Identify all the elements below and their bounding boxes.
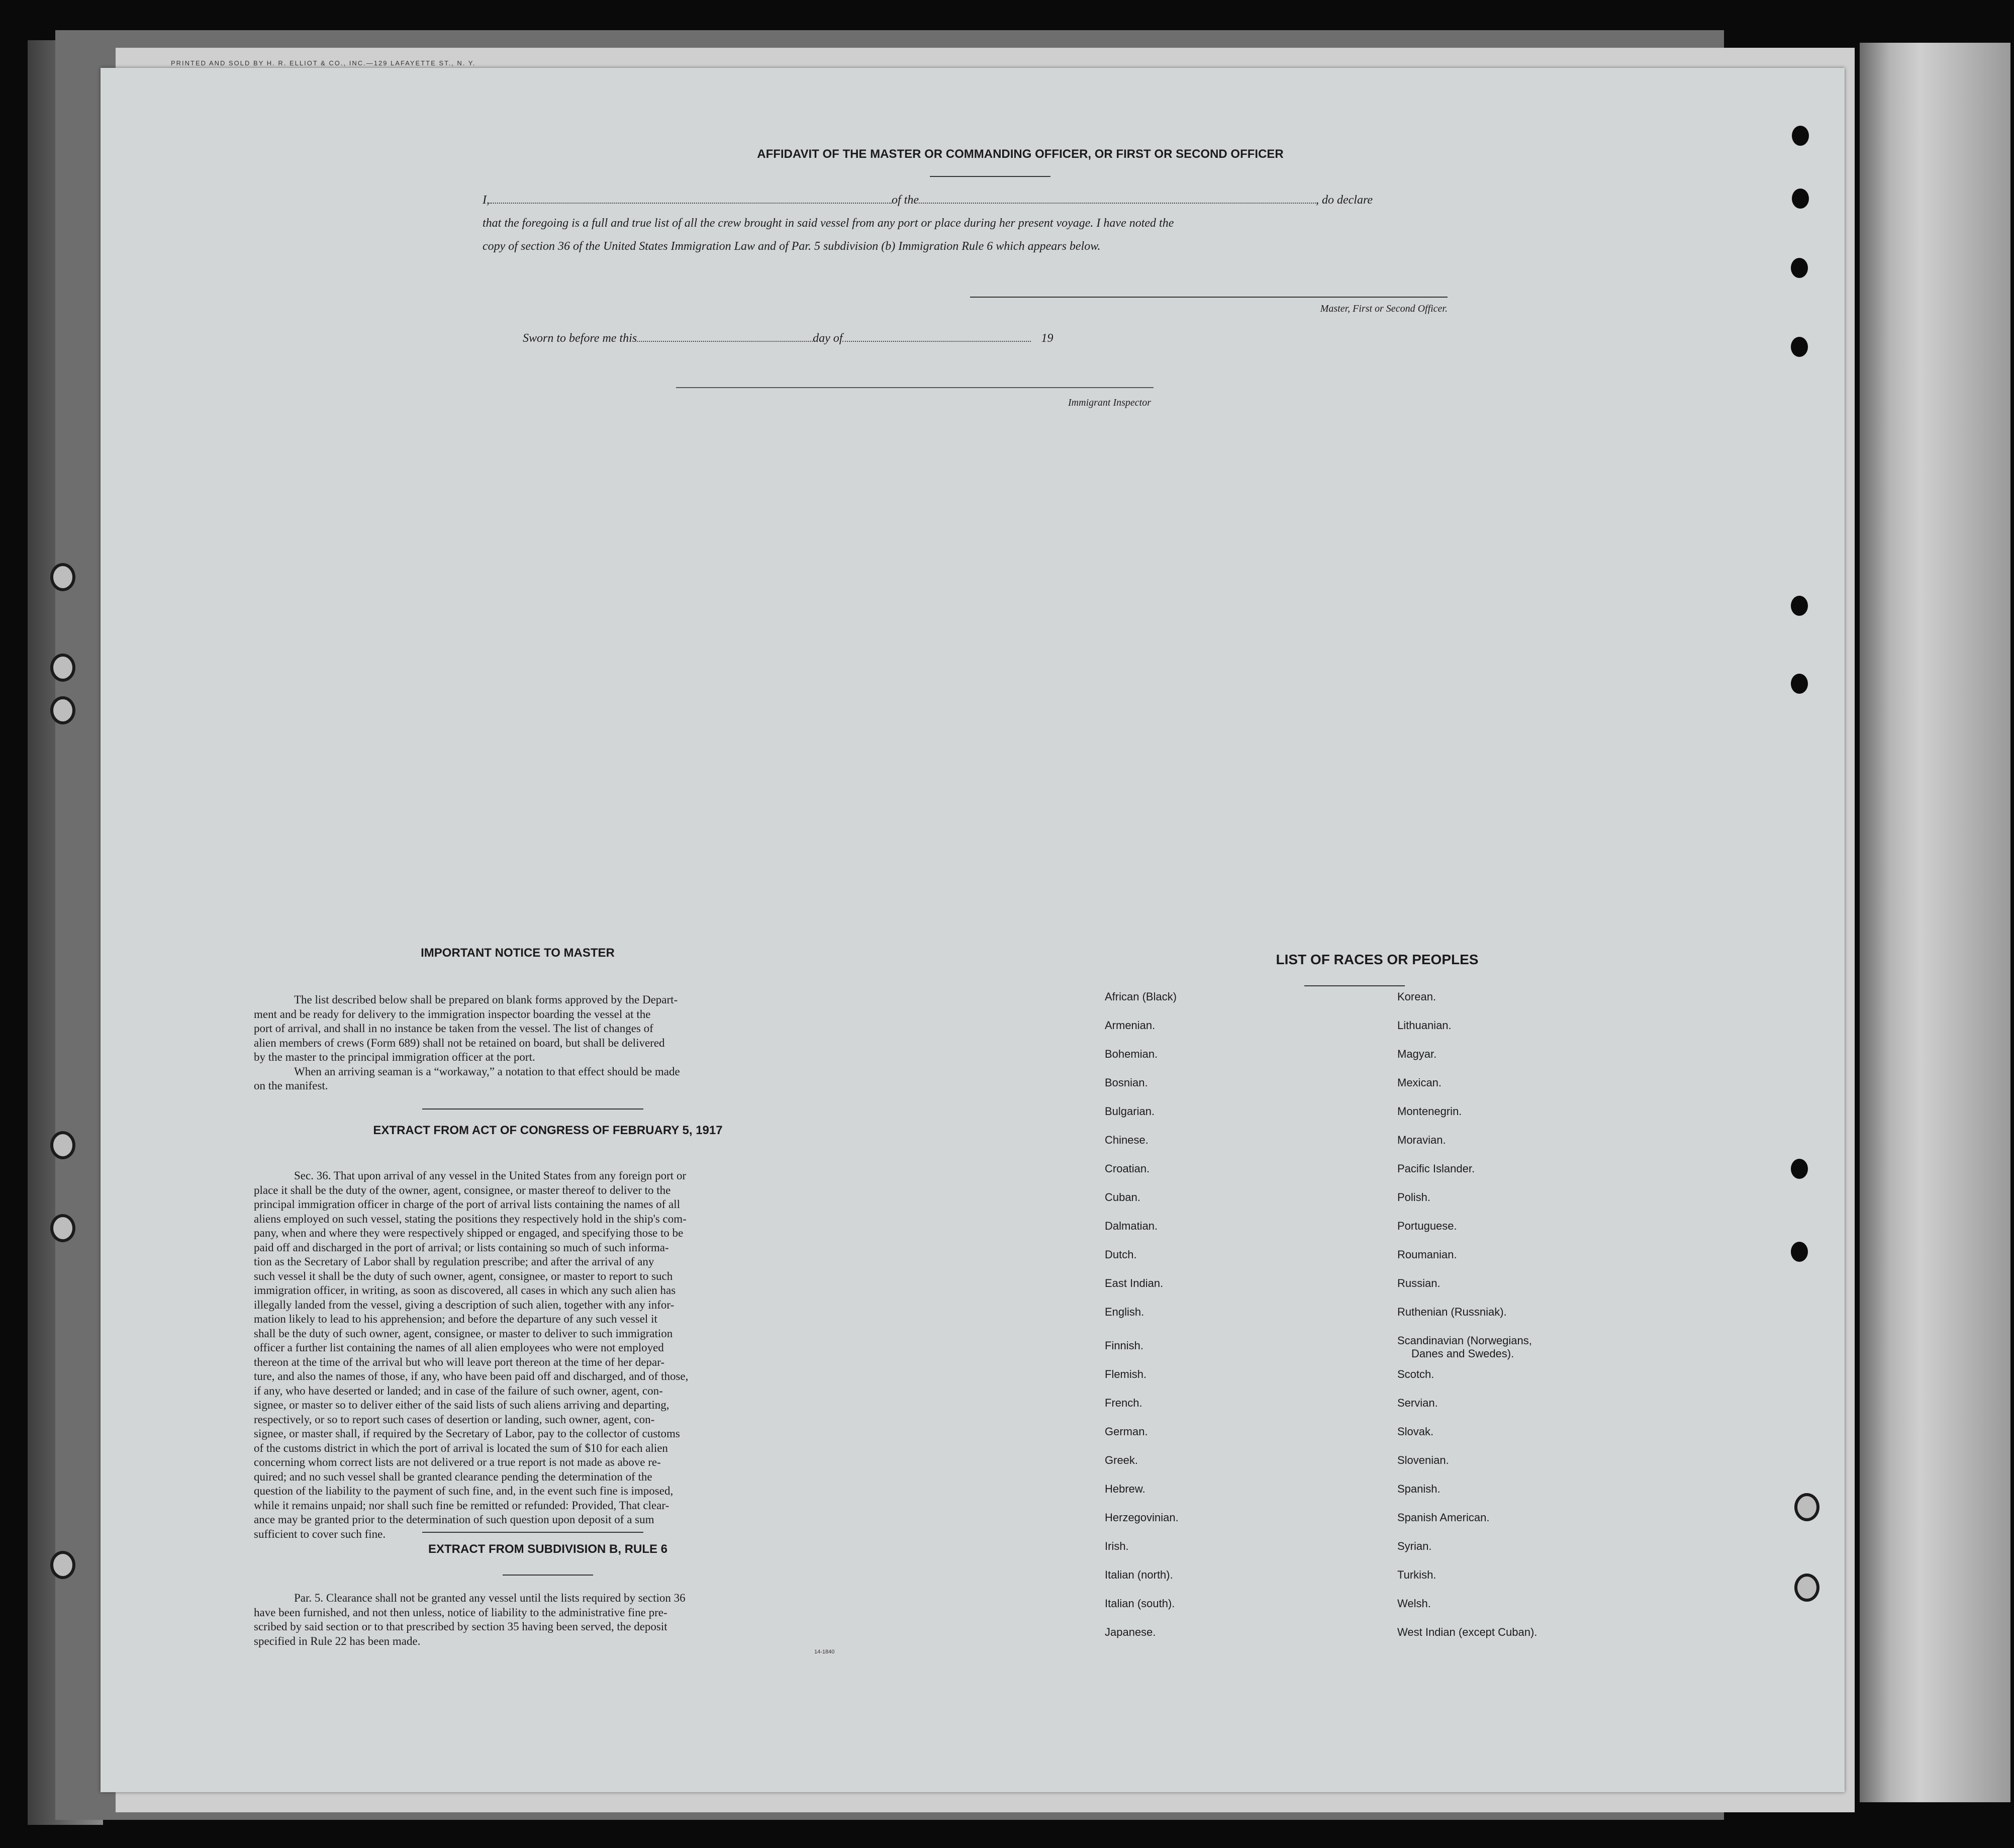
- affidavit-i-label: I,: [483, 194, 490, 207]
- act-line: signee, or master so to deliver either of the said lists of such aliens arriving and departing,: [254, 1399, 669, 1411]
- act-line: such vessel it shall be the duty of such owner, agent, consignee, or master to report to such: [254, 1269, 673, 1282]
- race-item: Ruthenian (Russniak).: [1397, 1306, 1507, 1318]
- races-title-rule: [1304, 985, 1405, 986]
- act-line: pany, when and where they were respectively shipped or engaged, and specifying those to be: [254, 1227, 684, 1239]
- act-line: respectively, or so to report such cases of desertion or landing, such owner, agent, con-: [254, 1413, 655, 1426]
- race-item: Servian.: [1397, 1397, 1438, 1409]
- race-item: Finnish.: [1105, 1339, 1144, 1352]
- rule-line: scribed by said section or to that prescribed by section 35 having been served, the deposit: [254, 1620, 667, 1633]
- act-line: question of the liability to the payment of such fine, and, in the event such fine is imposed,: [254, 1485, 674, 1497]
- inspector-label: Immigrant Inspector: [1068, 397, 1151, 408]
- race-item: Russian.: [1397, 1277, 1441, 1289]
- ring-hole-icon: [50, 1551, 75, 1579]
- races-left-column: [1105, 990, 1366, 1654]
- ring-hole-icon: [1794, 1493, 1819, 1521]
- act-line: aliens employed on such vessel, stating the positions they respectively hold in the ship's com-: [254, 1212, 687, 1225]
- notice-line: The list described below shall be prepared on blank forms approved by the Depart-: [294, 993, 678, 1006]
- act-line: principal immigration officer in charge of the port of arrival lists containing the names of all: [254, 1198, 680, 1211]
- act-line: officer a further list containing the names of all alien employees who were not employed: [254, 1341, 664, 1354]
- inspector-line[interactable]: [676, 387, 1154, 388]
- race-item: Danes and Swedes).: [1411, 1347, 1514, 1360]
- ring-hole-icon: [1794, 1574, 1819, 1602]
- sworn-line: [523, 332, 1126, 345]
- act-line: concerning whom correct lists are not delivered or a true report is not made as above re-: [254, 1456, 661, 1468]
- affidavit-line-2: that the foregoing is a full and true list of all the crew brought in said vessel from any port or place during her present voyage. I have noted the: [483, 217, 1174, 230]
- punch-hole-icon: [1792, 189, 1809, 209]
- act-line: sufficient to cover such fine.: [254, 1527, 386, 1540]
- race-item: Pacific Islander.: [1397, 1162, 1475, 1175]
- sworn-month-blank[interactable]: [842, 341, 1031, 342]
- name-blank[interactable]: [490, 203, 892, 204]
- affidavit-of-the: of the: [892, 194, 919, 207]
- race-item: Flemish.: [1105, 1368, 1147, 1380]
- race-item: Greek.: [1105, 1454, 1138, 1466]
- notice-line: port of arrival, and shall in no instance be taken from the vessel. The list of changes of: [254, 1022, 653, 1035]
- race-item: Turkish.: [1397, 1568, 1436, 1581]
- race-item: Dalmatian.: [1105, 1220, 1158, 1232]
- act-line: signee, or master shall, if required by the Secretary of Labor, pay to the collector of customs: [254, 1427, 680, 1440]
- act-rule: [422, 1532, 643, 1533]
- affidavit-line-1: [483, 194, 1553, 207]
- race-item: Spanish American.: [1397, 1511, 1490, 1524]
- race-item: West Indian (except Cuban).: [1397, 1626, 1538, 1638]
- act-line: tion as the Secretary of Labor shall by regulation prescribe; and after the arrival of any: [254, 1255, 654, 1268]
- race-item: Montenegrin.: [1397, 1105, 1462, 1118]
- ring-hole-icon: [50, 563, 75, 591]
- race-item: Syrian.: [1397, 1540, 1432, 1552]
- act-line: if any, who have deserted or landed; and in case of the failure of such owner, agent, con-: [254, 1384, 663, 1397]
- race-item: Cuban.: [1105, 1191, 1140, 1204]
- notice-line: by the master to the principal immigration officer at the port.: [254, 1051, 535, 1063]
- notice-line: on the manifest.: [254, 1079, 328, 1092]
- act-title: EXTRACT FROM ACT OF CONGRESS OF FEBRUARY 5, 1917: [373, 1124, 723, 1137]
- race-item: Bulgarian.: [1105, 1105, 1155, 1118]
- vessel-blank[interactable]: [919, 203, 1316, 204]
- races-right-column: [1397, 990, 1659, 1654]
- ring-hole-icon: [50, 1131, 75, 1159]
- race-item: Bohemian.: [1105, 1048, 1158, 1060]
- race-item: Roumanian.: [1397, 1248, 1457, 1261]
- rule-body: [254, 1591, 847, 1648]
- form-number: 14-1840: [814, 1649, 835, 1655]
- race-item: Japanese.: [1105, 1626, 1156, 1638]
- race-item: Italian (south).: [1105, 1597, 1175, 1610]
- affidavit-title-rule: [930, 176, 1050, 177]
- act-line: shall be the duty of such owner, agent, consignee, or master to deliver to such immigration: [254, 1327, 673, 1340]
- notice-rule: [422, 1108, 643, 1110]
- notice-body: [254, 993, 842, 1093]
- notice-line: ment and be ready for delivery to the immigration inspector boarding the vessel at the: [254, 1007, 651, 1021]
- right-page-edge: [1860, 43, 2010, 1802]
- race-item: Portuguese.: [1397, 1220, 1457, 1232]
- day-of-label: day of: [813, 332, 843, 345]
- act-line: ance may be granted prior to the determination of such question upon deposit of a sum: [254, 1513, 654, 1526]
- sworn-label: Sworn to before me this: [523, 332, 637, 345]
- rule-line: specified in Rule 22 has been made.: [254, 1634, 421, 1647]
- notice-title: IMPORTANT NOTICE TO MASTER: [421, 946, 615, 960]
- ring-hole-icon: [50, 1214, 75, 1242]
- year-label: 19: [1041, 332, 1053, 345]
- ring-hole-icon: [50, 654, 75, 682]
- punch-hole-icon: [1791, 337, 1808, 357]
- race-item: Korean.: [1397, 990, 1436, 1003]
- signature-line[interactable]: [970, 297, 1448, 298]
- race-item: Hebrew.: [1105, 1483, 1145, 1495]
- punch-hole-icon: [1792, 126, 1809, 146]
- race-item: Moravian.: [1397, 1134, 1446, 1146]
- document-sheet: [101, 68, 1845, 1792]
- punch-hole-icon: [1791, 1159, 1808, 1179]
- act-line: of the customs district in which the port of arrival is located the sum of $10 for each alien: [254, 1441, 668, 1454]
- rule-title: EXTRACT FROM SUBDIVISION B, RULE 6: [428, 1542, 668, 1556]
- race-item: Magyar.: [1397, 1048, 1437, 1060]
- race-item: German.: [1105, 1425, 1148, 1438]
- affidavit-title: AFFIDAVIT OF THE MASTER OR COMMANDING OFFICER, OR FIRST OR SECOND OFFICER: [757, 147, 1284, 161]
- notice-line: alien members of crews (Form 689) shall not be retained on board, but shall be delivered: [254, 1036, 665, 1049]
- act-line: place it shall be the duty of the owner, agent, consignee, or master thereof to deliver to the: [254, 1183, 671, 1196]
- race-item: French.: [1105, 1397, 1142, 1409]
- race-item: Mexican.: [1397, 1076, 1442, 1089]
- act-line: mation likely to lead to his apprehension; and before the departure of any such vessel it: [254, 1313, 657, 1325]
- punch-hole-icon: [1791, 674, 1808, 694]
- signature-label: Master, First or Second Officer.: [1320, 303, 1448, 314]
- punch-hole-icon: [1791, 596, 1808, 616]
- race-item: Polish.: [1397, 1191, 1431, 1204]
- race-item: Armenian.: [1105, 1019, 1156, 1032]
- act-body: [254, 1169, 847, 1541]
- act-line: Sec. 36. That upon arrival of any vessel in the United States from any foreign port or: [294, 1169, 687, 1182]
- race-item: Scotch.: [1397, 1368, 1434, 1380]
- race-item: Lithuanian.: [1397, 1019, 1452, 1032]
- race-item: Herzegovinian.: [1105, 1511, 1179, 1524]
- affidavit-line-3: copy of section 36 of the United States Immigration Law and of Par. 5 subdivision (b) Immigration Rule 6 which appears below.: [483, 240, 1101, 253]
- race-item: Bosnian.: [1105, 1076, 1148, 1089]
- race-item: Slovenian.: [1397, 1454, 1449, 1466]
- race-item: English.: [1105, 1306, 1144, 1318]
- printer-imprint: PRINTED AND SOLD BY H. R. ELLIOT & CO., INC.—129 LAFAYETTE ST., N. Y.: [171, 59, 476, 67]
- ring-hole-icon: [50, 696, 75, 724]
- rule-line: have been furnished, and not then unless, notice of liability to the administrative fine pre-: [254, 1606, 667, 1619]
- race-item: Italian (north).: [1105, 1568, 1173, 1581]
- rule-title-rule: [503, 1575, 593, 1576]
- race-item: East Indian.: [1105, 1277, 1164, 1289]
- act-line: thereon at the time of the arrival but who will leave port thereon at the time of her depar-: [254, 1355, 665, 1368]
- races-title: LIST OF RACES OR PEOPLES: [1276, 952, 1479, 967]
- act-line: ture, and also the names of those, if any, who have been paid off and discharged, and of those,: [254, 1370, 689, 1382]
- act-line: immigration officer, in writing, as soon as discovered, all cases in which any such alien has: [254, 1284, 676, 1297]
- punch-hole-icon: [1791, 1242, 1808, 1262]
- notice-line: When an arriving seaman is a “workaway,” a notation to that effect should be made: [294, 1065, 680, 1078]
- sworn-day-blank[interactable]: [637, 341, 813, 342]
- race-item: Chinese.: [1105, 1134, 1148, 1146]
- punch-hole-icon: [1791, 258, 1808, 278]
- race-item: Spanish.: [1397, 1483, 1441, 1495]
- act-line: illegally landed from the vessel, giving a description of such alien, together with any infor-: [254, 1298, 675, 1311]
- act-line: quired; and no such vessel shall be granted clearance pending the determination of the: [254, 1470, 652, 1483]
- rule-line: Par. 5. Clearance shall not be granted any vessel until the lists required by section 36: [294, 1592, 686, 1604]
- race-item: Welsh.: [1397, 1597, 1431, 1610]
- race-item: Irish.: [1105, 1540, 1129, 1552]
- race-item: African (Black): [1105, 990, 1177, 1003]
- affidavit-do-declare: , do declare: [1316, 194, 1373, 207]
- race-item: Slovak.: [1397, 1425, 1434, 1438]
- act-line: while it remains unpaid; nor shall such fine be remitted or refunded: Provided, That clear-: [254, 1499, 669, 1512]
- act-line: paid off and discharged in the port of arrival; or lists containing so much of such informa-: [254, 1241, 669, 1254]
- race-item: Dutch.: [1105, 1248, 1137, 1261]
- race-item: Scandinavian (Norwegians,: [1397, 1334, 1532, 1347]
- race-item: Croatian.: [1105, 1162, 1150, 1175]
